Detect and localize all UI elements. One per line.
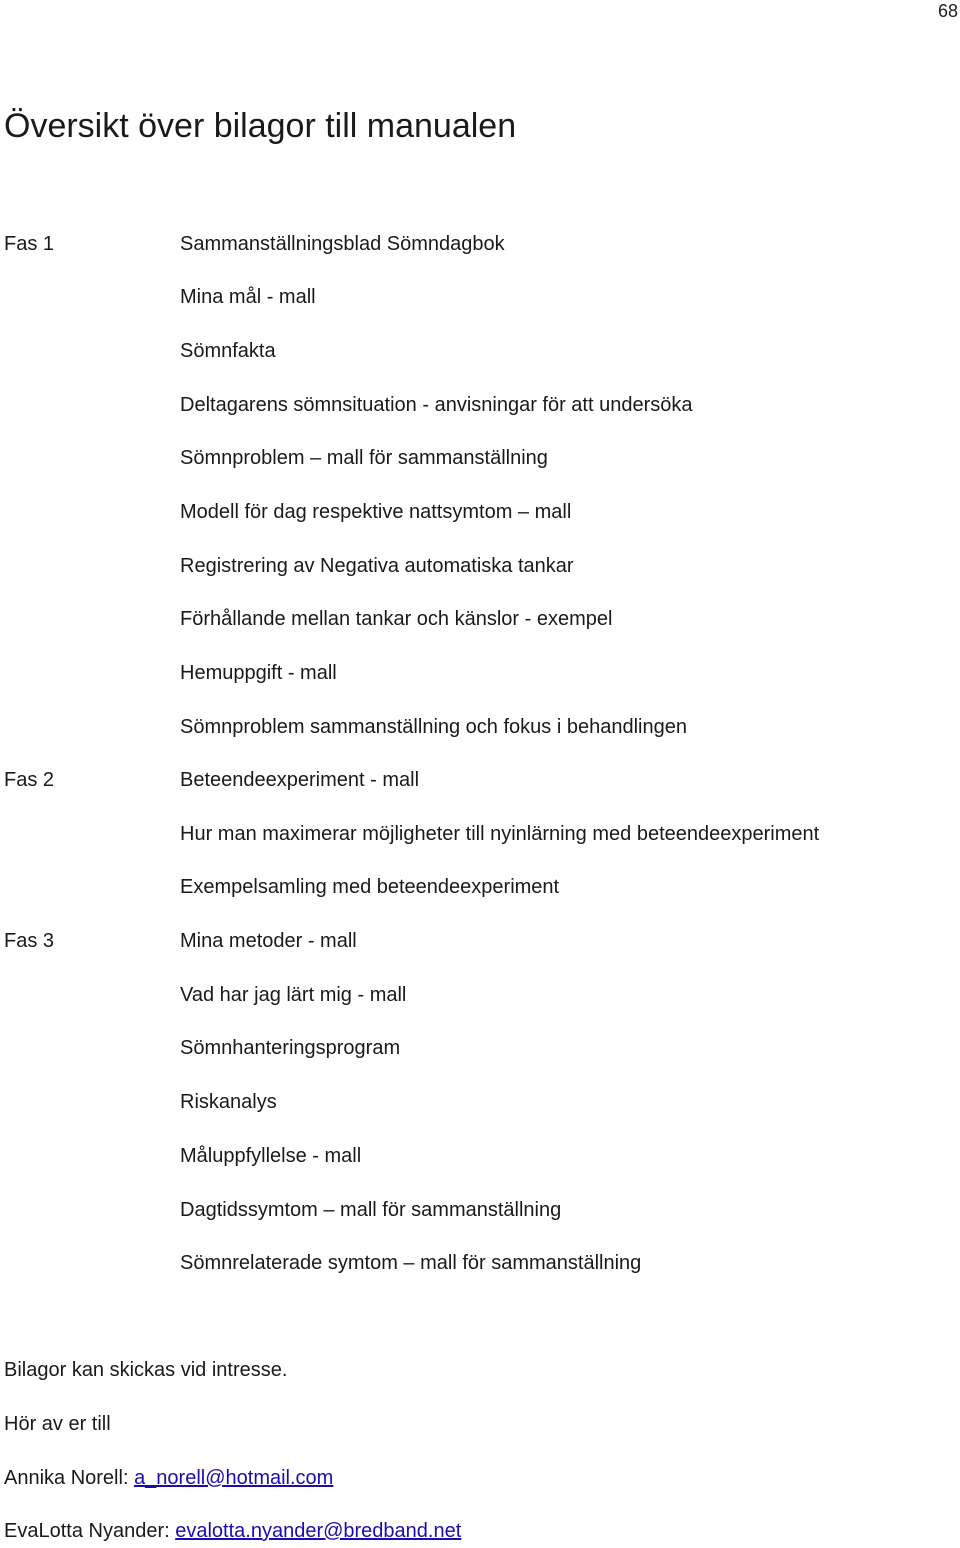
list-item bbox=[0, 604, 960, 634]
appendix-item: Beteendeexperiment - mall bbox=[180, 769, 420, 791]
appendix-item: Sömnproblem – mall för sammanställning bbox=[180, 447, 548, 469]
availability-note: Bilagor kan skickas vid intresse. bbox=[4, 1359, 288, 1381]
appendix-item: Sammanställningsblad Sömndagbok bbox=[180, 233, 505, 255]
phase-label-fas-1: Fas 1 bbox=[4, 233, 55, 255]
appendix-item: Modell för dag respektive nattsymtom – mall bbox=[180, 501, 572, 523]
appendix-item: Hur man maximerar möjligheter till nyinlärning med beteendeexperiment bbox=[180, 823, 820, 845]
list-item bbox=[0, 336, 960, 366]
appendix-item: Mina mål - mall bbox=[180, 286, 316, 308]
appendix-item: Mina metoder - mall bbox=[180, 930, 357, 952]
contact-intro: Hör av er till bbox=[4, 1413, 111, 1435]
list-item bbox=[0, 229, 960, 259]
appendix-item: Sömnproblem sammanställning och fokus i behandlingen bbox=[180, 716, 687, 738]
appendix-item: Måluppfyllelse - mall bbox=[180, 1145, 362, 1167]
appendix-item: Registrering av Negativa automatiska tankar bbox=[180, 555, 574, 577]
appendix-item: Dagtidssymtom – mall för sammanställning bbox=[180, 1199, 562, 1221]
list-item bbox=[0, 390, 960, 420]
list-item bbox=[0, 497, 960, 527]
appendix-item: Förhållande mellan tankar och känslor - exempel bbox=[180, 608, 613, 630]
list-item bbox=[0, 658, 960, 688]
appendix-item: Vad har jag lärt mig - mall bbox=[180, 984, 407, 1006]
appendix-item: Hemuppgift - mall bbox=[180, 662, 337, 684]
appendix-item: Exempelsamling med beteendeexperiment bbox=[180, 876, 560, 898]
list-item bbox=[0, 1141, 960, 1171]
list-item bbox=[0, 872, 960, 902]
list-item bbox=[0, 282, 960, 312]
list-item bbox=[0, 1195, 960, 1225]
page-title: Översikt över bilagor till manualen bbox=[4, 107, 517, 145]
phase-label-fas-2: Fas 2 bbox=[4, 769, 55, 791]
contact-name: EvaLotta Nyander: bbox=[4, 1520, 176, 1542]
email-link[interactable]: a_norell@hotmail.com bbox=[134, 1467, 334, 1489]
appendix-item: Sömnhanteringsprogram bbox=[180, 1037, 401, 1059]
appendix-item: Riskanalys bbox=[180, 1091, 277, 1113]
email-link[interactable]: evalotta.nyander@bredband.net bbox=[175, 1520, 462, 1542]
contact-row bbox=[4, 1516, 461, 1546]
appendix-item: Sömnrelaterade symtom – mall för sammanställning bbox=[180, 1252, 642, 1274]
list-item bbox=[0, 1248, 960, 1278]
list-item bbox=[0, 1033, 960, 1063]
contact-name: Annika Norell: bbox=[4, 1467, 135, 1489]
list-item bbox=[0, 1087, 960, 1117]
list-item bbox=[0, 712, 960, 742]
list-item bbox=[0, 926, 960, 956]
list-item bbox=[0, 551, 960, 581]
phase-label-fas-3: Fas 3 bbox=[4, 930, 55, 952]
list-item bbox=[0, 819, 960, 849]
appendix-item: Sömnfakta bbox=[180, 340, 276, 362]
list-item bbox=[0, 765, 960, 795]
appendix-item: Deltagarens sömnsituation - anvisningar för att undersöka bbox=[180, 394, 693, 416]
list-item bbox=[0, 980, 960, 1010]
page-number: 68 bbox=[937, 1, 958, 21]
contact-row bbox=[4, 1463, 333, 1493]
list-item bbox=[0, 443, 960, 473]
